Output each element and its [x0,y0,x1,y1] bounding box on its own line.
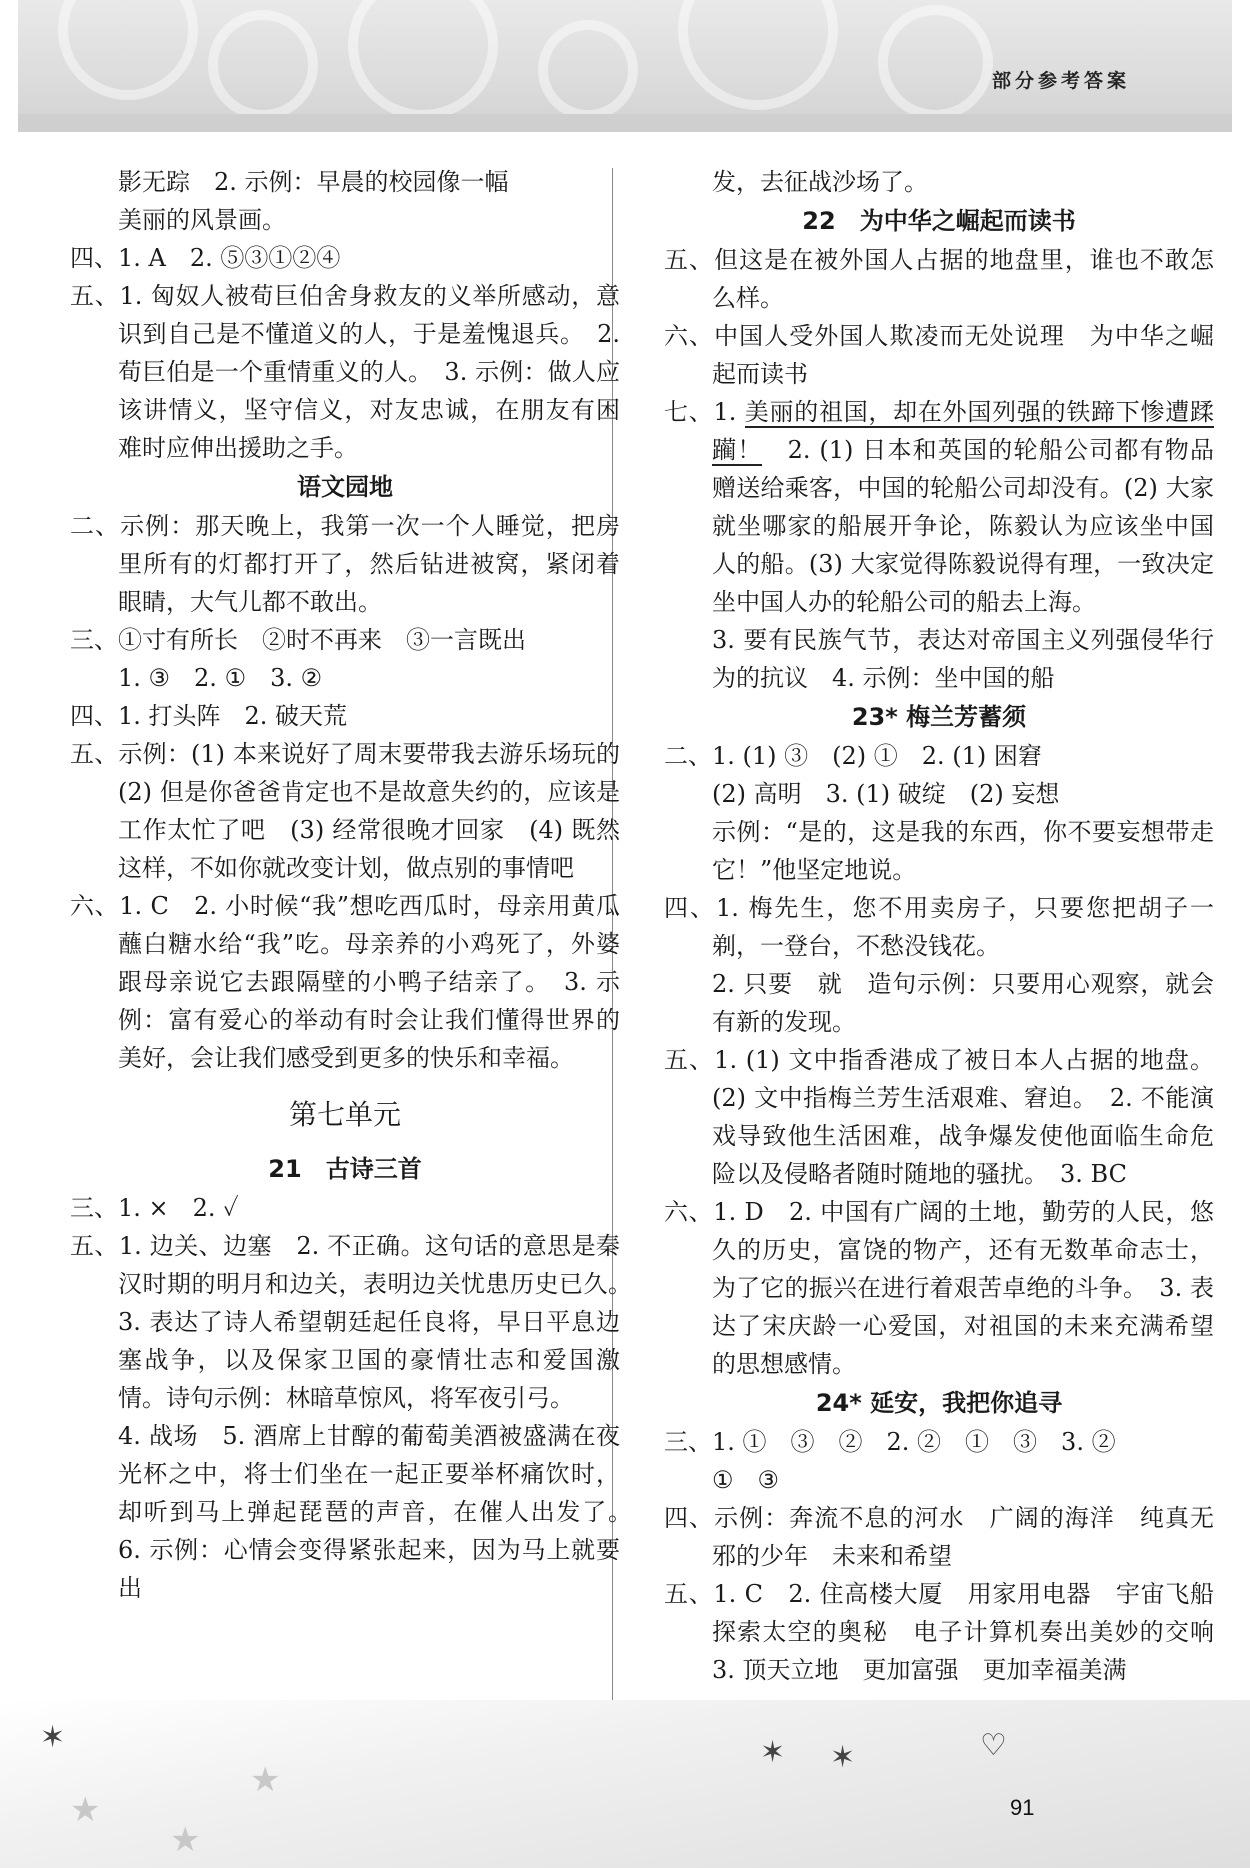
right-column [664,163,1238,1689]
answer-paragraph: 三、1. × 2. ✓ [70,1194,239,1222]
answer-paragraph: 三、1. ① ③ ② 2. ② ① ③ 3. ② [664,1428,1116,1456]
decorative-circle [208,10,318,120]
answer-continuation: 2. 只要 就 造句示例：只要用心观察，就会有新的发现。 [712,970,1214,1036]
answer-continuation: (2) 高明 3. (1) 破绽 (2) 妄想 [712,780,1060,808]
answer-paragraph: 五、1. C 2. 住高楼大厦 用家用电器 宇宙飞船探索太空的奥秘 电子计算机奏出美妙的交响 3. 顶天立地 更加富强 更加幸福美满 [664,1580,1238,1684]
decorative-circle [58,0,198,100]
answer-continuation: ① ③ [712,1466,780,1494]
header-rule [18,114,1232,132]
answer-paragraph: 六、1. C 2. 小时候“我”想吃西瓜时，母亲用黄瓜蘸白糖水给“我”吃。母亲养的小鸡死了，外婆跟母亲说它去跟隔壁的小鸭子结亲了。 3. 示例：富有爱心的举动有时会让我们懂得世界的美好，会让我们感受到更多的快乐和幸福。 [70,892,620,1072]
section-heading: 22 为中华之崛起而读书 [802,207,1076,235]
answer-continuation: 4. 战场 5. 酒席上甘醇的葡萄美酒被盛满在夜光杯之中，将士们坐在一起正要举杯痛饮时，却听到马上弹起琵琶的声音，在催人出发了。 6. 示例：心情会变得紧张起来，因为马上就要出 [118,1422,644,1602]
answer-paragraph: 五、1. (1) 文中指香港成了被日本人占据的地盘。(2) 文中指梅兰芳生活艰难、窘迫。 2. 不能演戏导致他生活困难，战争爆发使他面临生命危险以及侵略者随时随地的骚扰。 3. BC [664,1046,1214,1188]
section-heading: 21 古诗三首 [268,1155,422,1183]
left-column [70,163,644,1607]
page-number: 91 [1010,1795,1035,1820]
sparkle-icon: ✶ [40,1720,66,1755]
decorative-circle [678,0,838,110]
star-icon: ★ [70,1790,101,1830]
answer-paragraph: 四、1. A 2. ⑤③①②④ [70,244,341,272]
answer-continuation: 3. 要有民族气节，表达对帝国主义列强侵华行为的抗议 4. 示例：坐中国的船 [712,626,1214,692]
footer-band [0,1700,1250,1868]
star-icon: ★ [250,1760,281,1800]
answer-paragraph: 六、1. D 2. 中国有广阔的土地，勤劳的人民，悠久的历史，富饶的物产，还有无数革命志士，为了它的振兴在进行着艰苦卓绝的斗争。 3. 表达了宋庆龄一心爱国，对祖国的未来充满希望的思想感情。 [664,1198,1214,1378]
answer-continuation: 发，去征战沙场了。 [712,168,928,196]
unit-heading: 第七单元 [288,1098,401,1131]
decorative-circle [538,20,638,120]
answer-continuation: 示例：“是的，这是我的东西，你不要妄想带走它！”他坚定地说。 [712,818,1214,884]
answer-paragraph: 四、示例：奔流不息的河水 广阔的海洋 纯真无邪的少年 未来和希望 [664,1504,1214,1570]
answer-paragraph: 三、①寸有所长 ②时不再来 ③一言既出 [70,626,526,654]
answer-paragraph: 六、中国人受外国人欺凌而无处说理 为中华之崛起而读书 [664,322,1214,388]
answer-paragraph: 四、1. 打头阵 2. 破天荒 [70,702,348,730]
answer-paragraph [664,393,1214,621]
star-icon: ★ [170,1820,201,1860]
answer-continuation: 美丽的风景画。 [118,206,286,234]
answer-continuation: 1. ③ 2. ① 3. ② [118,664,323,692]
answer-paragraph: 四、1. 梅先生，您不用卖房子，只要您把胡子一剃，一登台，不愁没钱花。 [664,894,1214,960]
answer-text: 七、1. [664,398,745,426]
sparkle-icon: ✶ [830,1740,856,1775]
answer-continuation: 影无踪 2. 示例：早晨的校园像一幅 [118,168,509,196]
underlined-answer: 美丽的祖国，却在外国列强的铁蹄下惨遭蹂躏！ [712,398,1215,464]
decorative-circle [878,5,993,120]
section-heading: 24* 延安，我把你追寻 [815,1389,1063,1417]
answer-paragraph: 五、1. 匈奴人被荀巨伯舍身救友的义举所感动，意识到自己是不懂道义的人，于是羞愧退兵。 2. 荀巨伯是一个重情重义的人。 3. 示例：做人应该讲情义，坚守信义，对友忠诚，在朋友有困难时应伸出援助之手。 [70,282,620,462]
page-header-title: 部分参考答案 [991,70,1130,92]
answer-text: 2. (1) 日本和英国的轮船公司都有物品赠送给乘客，中国的轮船公司却没有。(2) 大家就坐哪家的船展开争论，陈毅认为应该坐中国人的船。(3) 大家觉得陈毅说得有理，一致决定坐中国人办的轮船公司的船去上海。 [712,436,1215,616]
sparkle-icon: ✶ [760,1735,786,1770]
section-heading: 23* 梅兰芳蓄须 [851,703,1027,731]
heart-icon: ♡ [980,1728,1007,1763]
answer-paragraph: 五、但这是在被外国人占据的地盘里，谁也不敢怎么样。 [664,246,1214,312]
decorative-circle [348,0,498,120]
answer-paragraph: 二、1. (1) ③ (2) ① 2. (1) 困窘 [664,742,1042,770]
answer-paragraph: 五、示例：(1) 本来说好了周末要带我去游乐场玩的 (2) 但是你爸爸肯定也不是故意失约的，应该是工作太忙了吧 (3) 经常很晚才回家 (4) 既然这样，不如你就改变计划，做点别的事情吧 [70,740,644,882]
answer-paragraph: 二、示例：那天晚上，我第一次一个人睡觉，把房里所有的灯都打开了，然后钻进被窝，紧闭着眼睛，大气儿都不敢出。 [70,512,620,616]
section-heading: 语文园地 [297,473,393,501]
answer-paragraph: 五、1. 边关、边塞 2. 不正确。这句话的意思是秦汉时期的明月和边关，表明边关忧患历史已久。 3. 表达了诗人希望朝廷起任良将，早日平息边塞战争，以及保家卫国的豪情壮志和爱国激情。诗句示例：林暗草惊风，将军夜引弓。 [70,1232,644,1412]
